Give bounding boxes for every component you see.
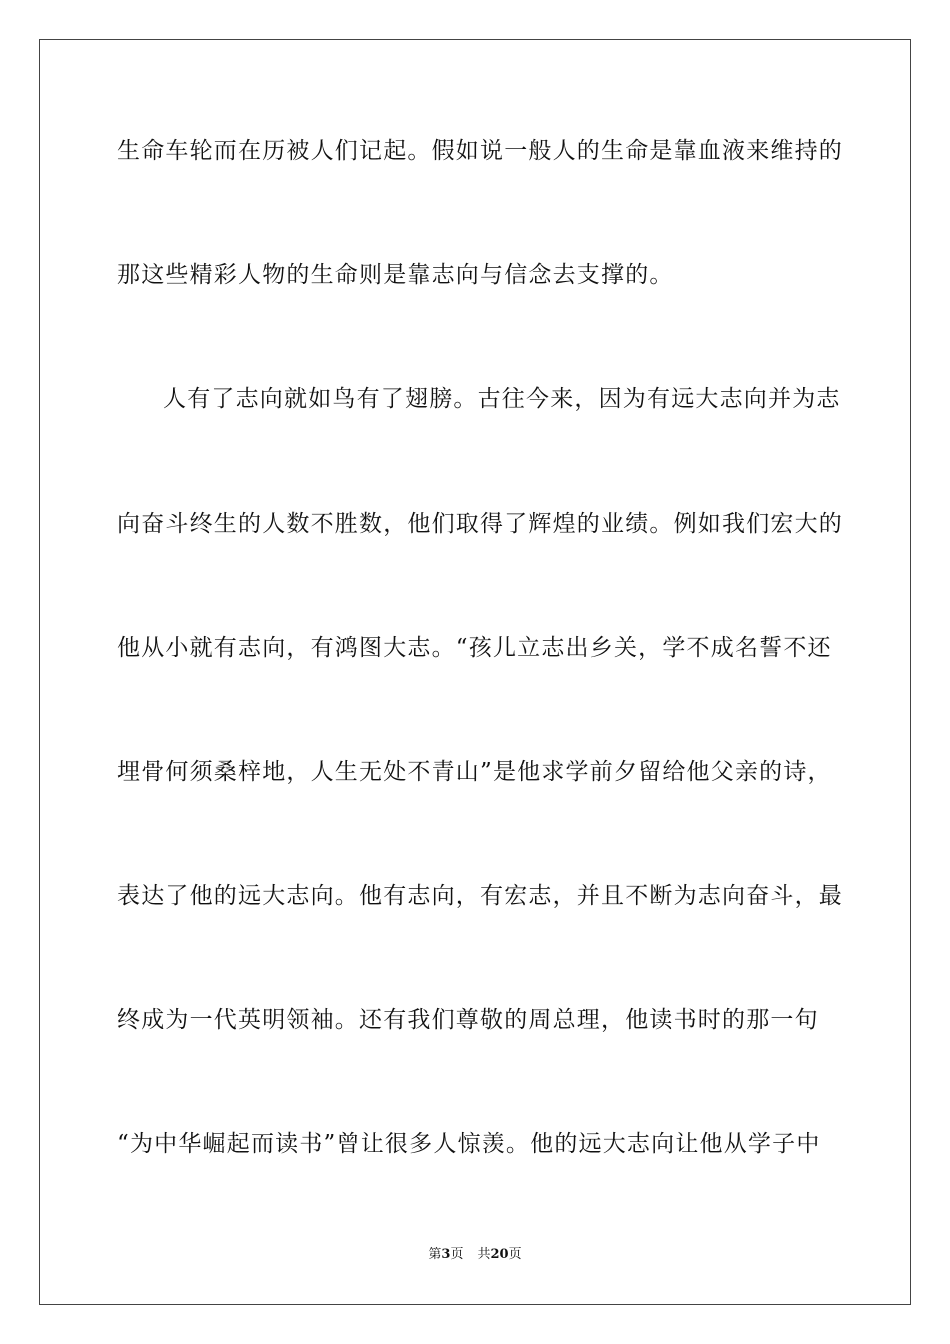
total-label-prefix: 共 — [477, 1247, 491, 1262]
paragraph-first-line: 人有了志向就如鸟有了翅膀。古往今来，因为有远大志向并为志 — [163, 386, 841, 412]
body-text-line: 埋骨何须桑梓地，人生无处不青山”是他求学前夕留给他父亲的诗， — [117, 759, 832, 785]
page-label-prefix: 第 — [428, 1247, 442, 1262]
body-text-line: 那这些精彩人物的生命则是靠志向与信念去支撑的。 — [117, 262, 674, 288]
page-footer — [0, 1246, 950, 1264]
body-text-line: 终成为一代英明领袖。还有我们尊敬的周总理，他读书时的那一句 — [117, 1007, 819, 1033]
body-text-line: 表达了他的远大志向。他有志向，有宏志，并且不断为志向奋斗，最 — [117, 883, 843, 909]
total-pages: 20 — [490, 1247, 509, 1262]
body-text-line: 生命车轮而在历被人们记起。假如说一般人的生命是靠血液来维持的 — [117, 138, 843, 164]
body-text-line: “为中华崛起而读书”曾让很多人惊羡。他的远大志向让他从学子中 — [117, 1131, 821, 1157]
body-text-line: 向奋斗终生的人数不胜数，他们取得了辉煌的业绩。例如我们宏大的 — [117, 511, 843, 537]
body-text-line: 他从小就有志向，有鸿图大志。“孩儿立志出乡关，学不成名誓不还 — [117, 635, 832, 661]
total-label-suffix: 页 — [508, 1247, 522, 1262]
page-number: 3 — [441, 1247, 451, 1262]
page-border — [39, 39, 911, 1305]
page-label-suffix: 页 — [450, 1247, 464, 1262]
